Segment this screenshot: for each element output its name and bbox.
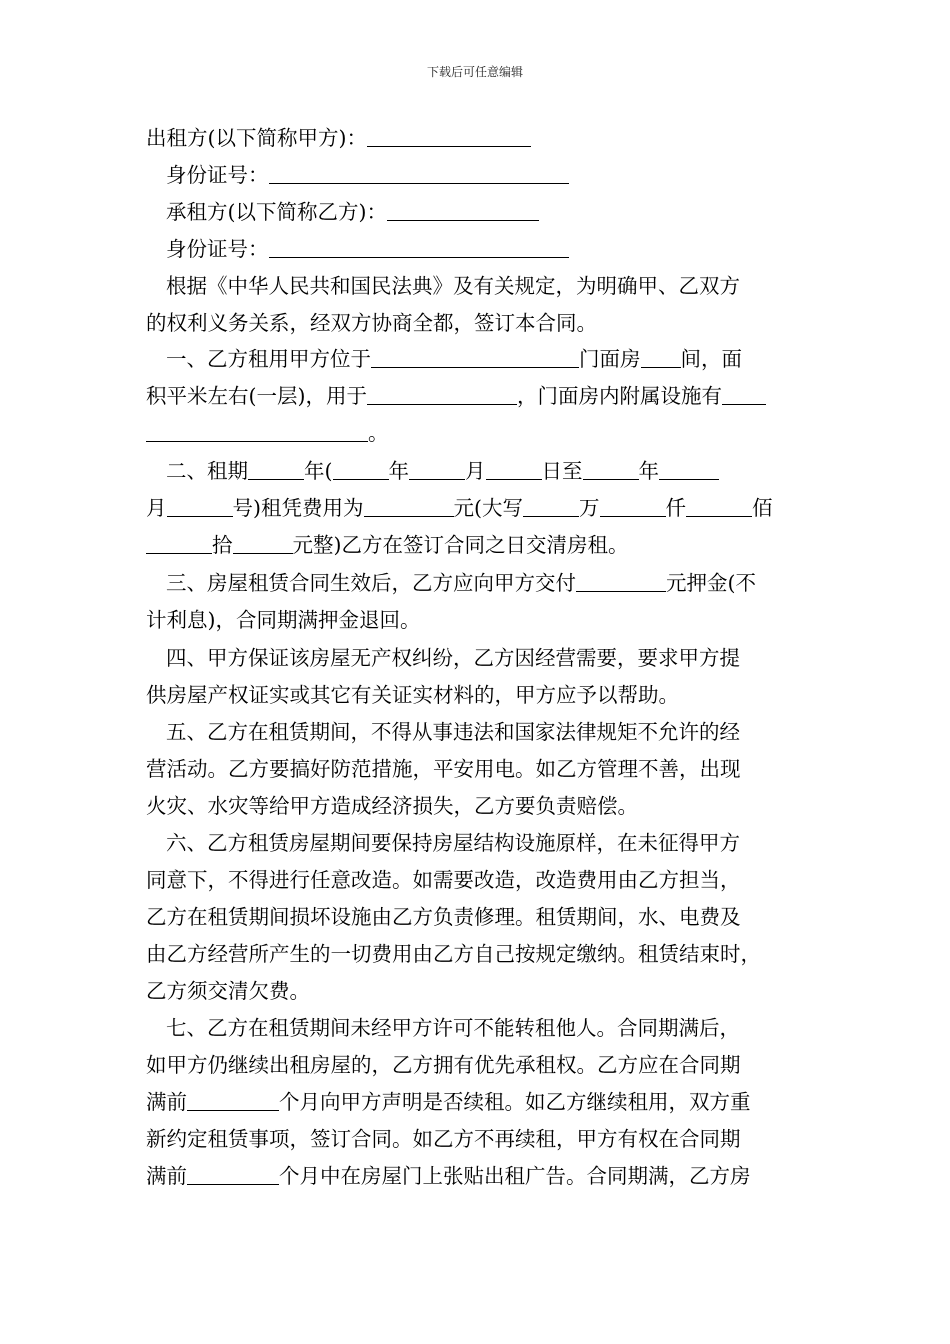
end-day-blank[interactable] (167, 496, 233, 517)
facilities-blank-continued[interactable] (146, 421, 368, 442)
deposit-blank[interactable] (576, 571, 666, 592)
clause1-text-d: 积平米左右(一层)，用于 (146, 384, 367, 408)
clause7-line-3 (146, 1087, 751, 1117)
clause1-line-2 (146, 381, 766, 411)
clause3-text-b: 元押金(不 (666, 571, 756, 595)
ad-posting-months-blank[interactable] (187, 1164, 279, 1185)
clause3-text-a: 三、房屋租赁合同生效后，乙方应向甲方交付 (166, 571, 576, 595)
rent-yuan-blank[interactable] (233, 533, 293, 554)
clause1-line-1 (166, 344, 742, 374)
clause5-line-1: 五、乙方在租赁期间，不得从事违法和国家法律规矩不允许的经 (166, 720, 740, 744)
intro-line-1: 根据《中华人民共和国民法典》及有关规定，为明确甲、乙双方 (166, 274, 740, 298)
lessee-line (166, 197, 539, 227)
lessor-id-blank[interactable] (269, 163, 569, 184)
term-years-blank[interactable] (248, 459, 304, 480)
clause2-text-i: 元(大写 (453, 496, 523, 520)
lessor-id-line (166, 160, 569, 190)
clause7-text-5a: 满前 (146, 1164, 187, 1188)
clause6-line-4: 由乙方经营所产生的一切费用由乙方自己按规定缴纳。租赁结束时， (146, 942, 761, 966)
renewal-notice-months-blank[interactable] (187, 1090, 279, 1111)
clause1-text-c: 间，面 (680, 347, 742, 371)
clause5-line-2: 营活动。乙方要搞好防范措施，平安用电。如乙方管理不善，出现 (146, 757, 741, 781)
clause2-text-k: 仟 (665, 496, 686, 520)
rent-amount-blank[interactable] (364, 496, 454, 517)
clause4-line-2: 供房屋产权证实或其它有关证实材料的，甲方应予以帮助。 (146, 683, 679, 707)
clause6-line-3: 乙方在租赁期间损坏设施由乙方负责修理。租赁期间，水、电费及 (146, 905, 741, 929)
end-year-blank[interactable] (583, 459, 639, 480)
lessee-name-blank[interactable] (387, 200, 539, 221)
clause2-text-c: 年 (388, 459, 409, 483)
clause7-line-4: 新约定租赁事项，签订合同。如乙方不再续租，甲方有权在合同期 (146, 1127, 741, 1151)
clause1-text-e: ，门面房内附属设施有 (517, 384, 722, 408)
clause2-line-2 (146, 493, 773, 523)
clause2-text-e: 日至 (541, 459, 583, 483)
clause4-line-1: 四、甲方保证该房屋无产权纠纷，乙方因经营需要，要求甲方提 (166, 646, 740, 670)
location-blank[interactable] (371, 347, 579, 368)
facilities-blank[interactable] (722, 384, 766, 405)
clause3-line-2: 计利息)，合同期满押金退回。 (146, 608, 421, 632)
usage-blank[interactable] (367, 384, 517, 405)
lessor-line (146, 123, 531, 153)
clause2-text-a: 二、租期 (166, 459, 248, 483)
clause7-line-5 (146, 1161, 751, 1191)
lessor-name-blank[interactable] (367, 126, 531, 147)
clause7-text-3a: 满前 (146, 1090, 187, 1114)
clause2-text-l: 佰 (752, 496, 773, 520)
intro-line-2: 的权利义务关系，经双方协商全都，签订本合同。 (146, 311, 597, 335)
clause2-text-d: 月 (465, 459, 486, 483)
lessee-label: 承租方(以下简称乙方)： (166, 200, 387, 224)
clause7-text-3b: 个月向甲方声明是否续租。如乙方继续租用，双方重 (279, 1090, 751, 1114)
lessee-id-blank[interactable] (269, 237, 569, 258)
clause6-line-5: 乙方须交清欠费。 (146, 979, 310, 1003)
clause2-text-n: 元整)乙方在签订合同之日交清房租。 (292, 533, 629, 557)
start-year-blank[interactable] (333, 459, 389, 480)
rent-shi-blank[interactable] (146, 533, 212, 554)
page-header: 下载后可任意编辑 (426, 65, 523, 79)
clause2-line-1 (166, 456, 719, 486)
clause2-text-m: 拾 (212, 533, 233, 557)
clause2-line-3 (146, 530, 629, 560)
clause7-text-5b: 个月中在房屋门上张贴出租广告。合同期满，乙方房 (279, 1164, 751, 1188)
rent-bai-blank[interactable] (686, 496, 752, 517)
clause2-text-b: 年( (304, 459, 333, 483)
rent-wan-blank[interactable] (523, 496, 579, 517)
clause7-line-2: 如甲方仍继续出租房屋的，乙方拥有优先承租权。乙方应在合同期 (146, 1053, 741, 1077)
end-month-blank[interactable] (659, 459, 719, 480)
clause2-text-j: 万 (579, 496, 600, 520)
clause2-text-f: 年 (638, 459, 659, 483)
lessor-id-label: 身份证号： (166, 163, 269, 187)
lessor-label: 出租方(以下简称甲方)： (146, 126, 367, 150)
clause3-line-1 (166, 568, 756, 598)
clause2-text-h: 号)租凭费用为 (232, 496, 364, 520)
clause5-line-3: 火灾、水灾等给甲方造成经济损失，乙方要负责赔偿。 (146, 794, 638, 818)
lessee-id-label: 身份证号： (166, 237, 269, 261)
rent-qian-blank[interactable] (600, 496, 666, 517)
clause1-text-f: 。 (368, 421, 389, 445)
start-day-blank[interactable] (486, 459, 542, 480)
clause6-line-1: 六、乙方租赁房屋期间要保持房屋结构设施原样，在未征得甲方 (166, 831, 740, 855)
start-month-blank[interactable] (409, 459, 465, 480)
clause1-text-b: 门面房 (579, 347, 641, 371)
clause1-line-3 (146, 418, 389, 448)
lessee-id-line (166, 234, 569, 264)
clause2-text-g: 月 (146, 496, 167, 520)
room-count-blank[interactable] (641, 347, 681, 368)
clause7-line-1: 七、乙方在租赁期间未经甲方许可不能转租他人。合同期满后， (166, 1016, 740, 1040)
clause1-text-a: 一、乙方租用甲方位于 (166, 347, 371, 371)
clause6-line-2: 同意下，不得进行任意改造。如需要改造，改造费用由乙方担当， (146, 868, 741, 892)
